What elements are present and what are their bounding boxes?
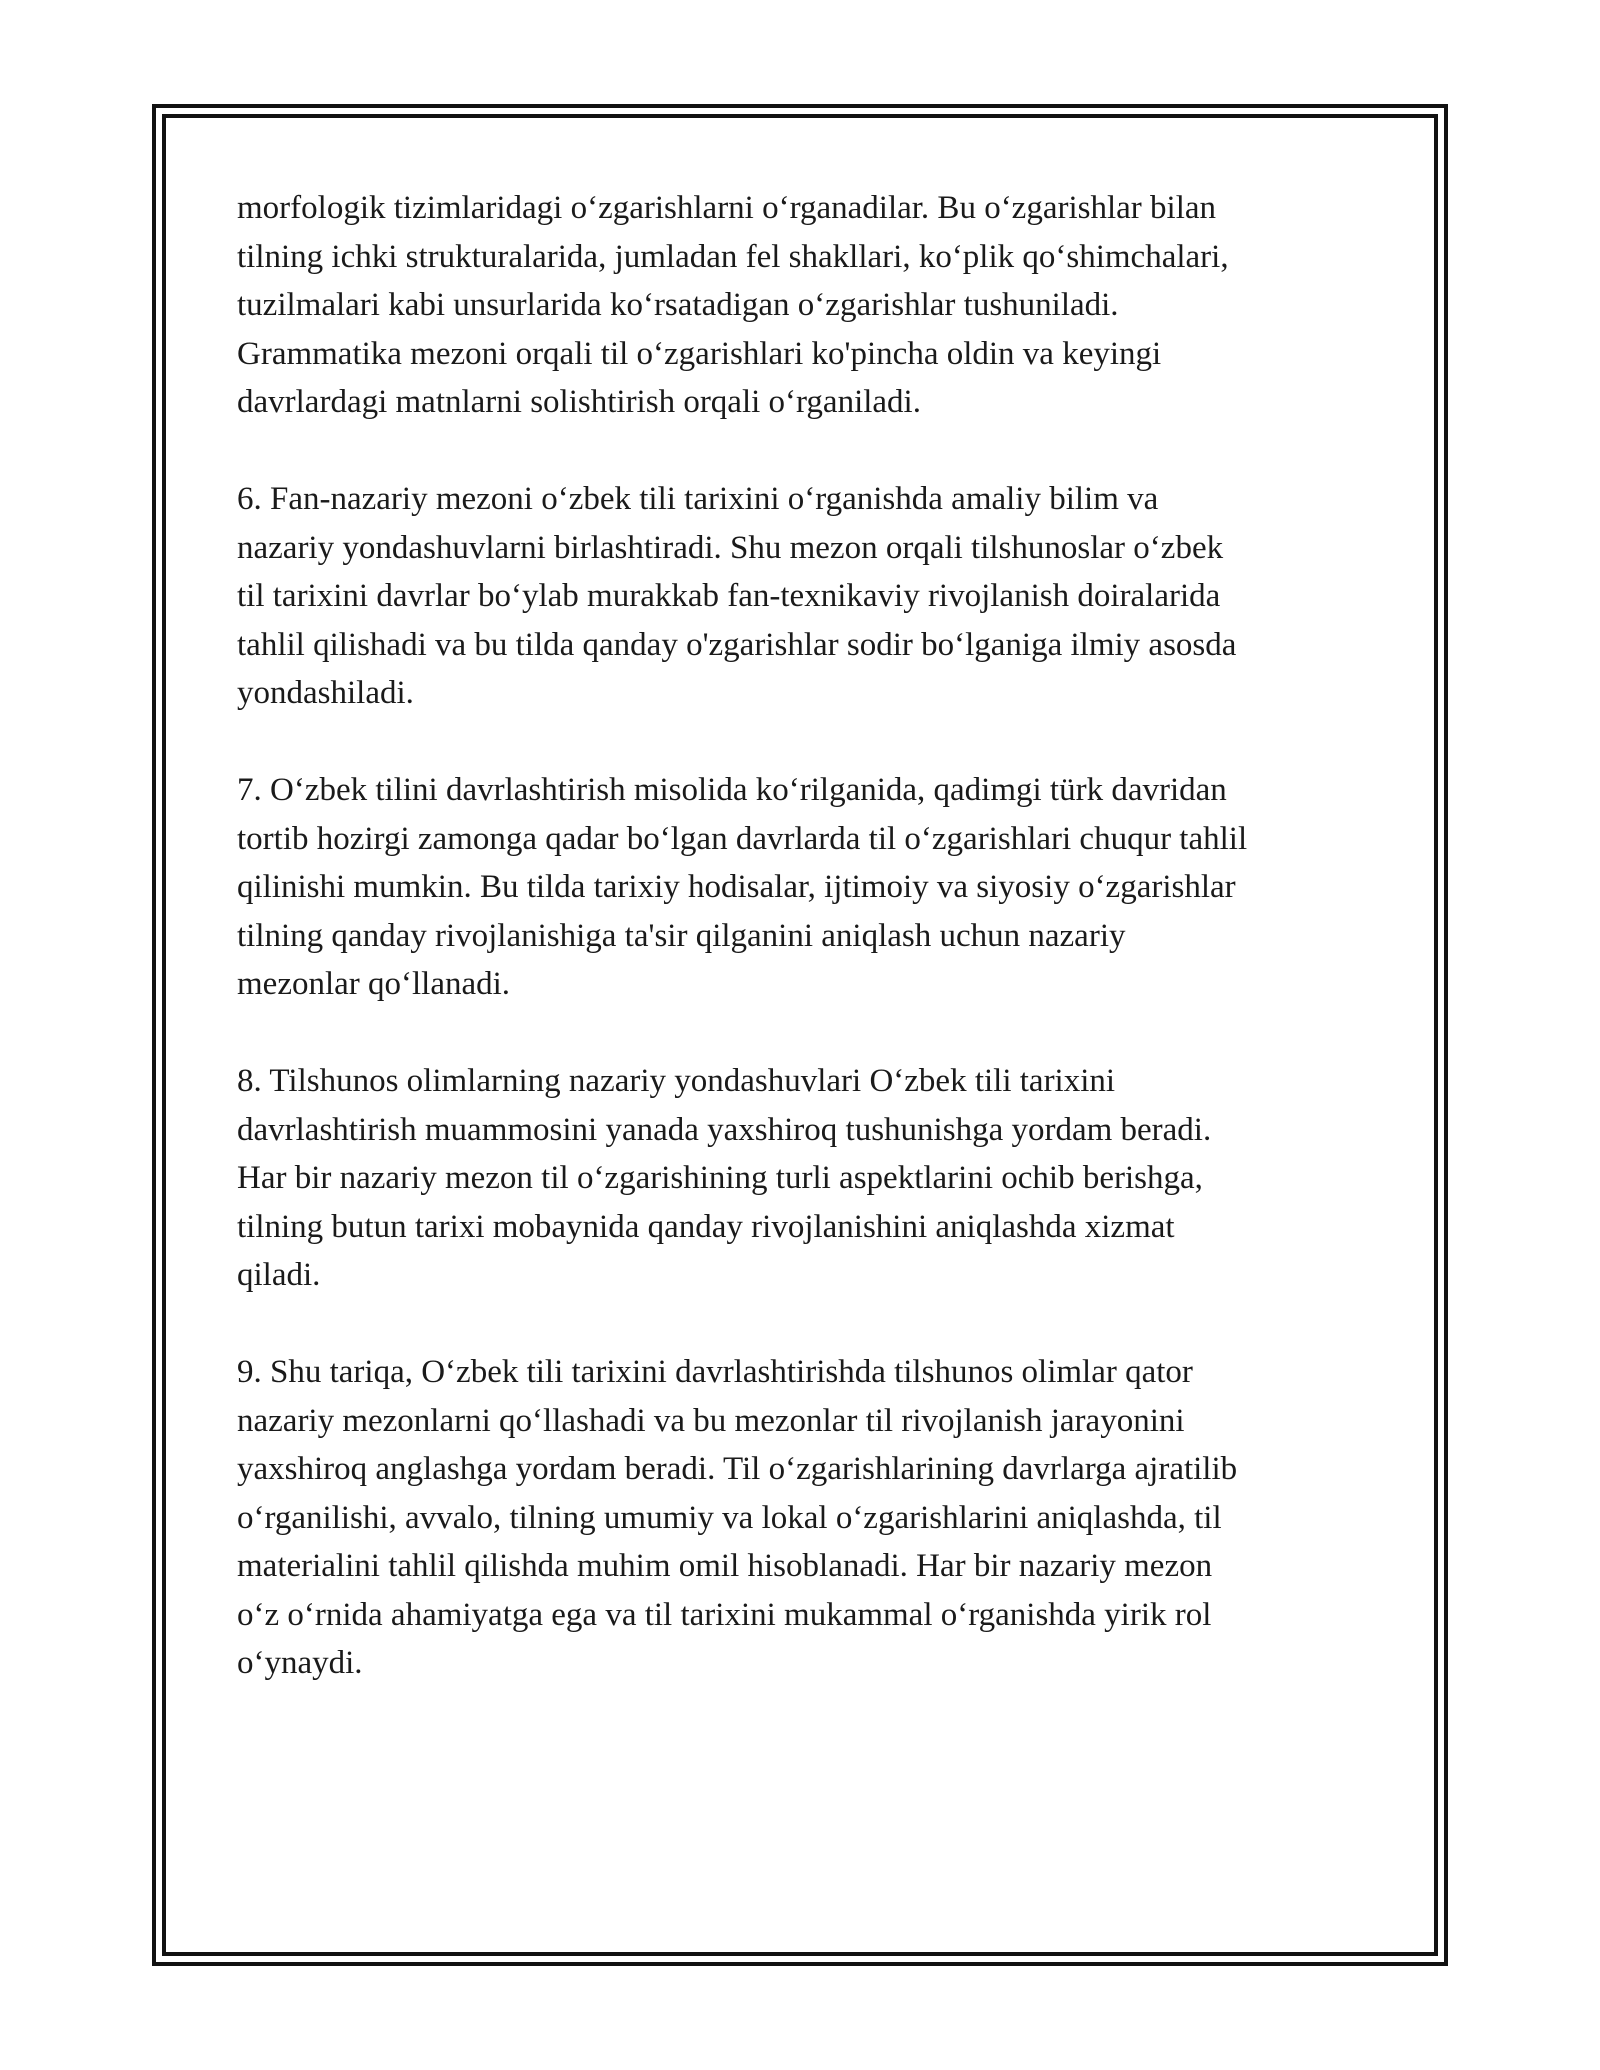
paragraph-6: 6. Fan-nazariy mezoni o‘zbek tili tarixini o‘rganishda amaliy bilim va nazariy yondashuvlarni birlashtiradi. Shu mezon orqali tilshunoslar o‘zbek til tarixini davrlar bo‘ylab murakkab fan-texnikaviy rivojlanish doiralarida tahlil qilishadi va bu tilda qanday o'zgarishlar sodir bo‘lganiga ilmiy asosda yondashiladi. — [237, 481, 1237, 711]
document-body — [237, 184, 1367, 1688]
paragraph-continuation: morfologik tizimlaridagi o‘zgarishlarni o‘rganadilar. Bu o‘zgarishlar bilan tilning ichki strukturalarida, jumladan fel shakllari, ko‘plik qo‘shimchalari, tuzilmalari kabi unsurlarida ko‘rsatadigan o‘zgarishlar tushuniladi. Grammatika mezoni orqali til o‘zgarishlari ko'pincha oldin va keyingi davrlardagi matnlarni solishtirish orqali o‘rganiladi. — [237, 190, 1229, 420]
paragraph-7: 7. O‘zbek tilini davrlashtirish misolida ko‘rilganida, qadimgi türk davridan tortib hozirgi zamonga qadar bo‘lgan davrlarda til o‘zgarishlari chuqur tahlil qilinishi mumkin. Bu tilda tarixiy hodisalar, ijtimoiy va siyosiy o‘zgarishlar tilning qanday rivojlanishiga ta'sir qilganini aniqlash uchun nazariy mezonlar qo‘llanadi. — [237, 772, 1248, 1002]
paragraph-9: 9. Shu tariqa, O‘zbek tili tarixini davrlashtirishda tilshunos olimlar qator nazariy mezonlarni qo‘llashadi va bu mezonlar til rivojlanish jarayonini yaxshiroq anglashga yordam beradi. Til o‘zgarishlarining davrlarga ajratilib o‘rganilishi, avvalo, tilning umumiy va lokal o‘zgarishlarini aniqlashda, til materialini tahlil qilishda muhim omil hisoblanadi. Har bir nazariy mezon o‘z o‘rnida ahamiyatga ega va til tarixini mukammal o‘rganishda yirik rol o‘ynaydi. — [237, 1354, 1238, 1681]
paragraph-8: 8. Tilshunos olimlarning nazariy yondashuvlari O‘zbek tili tarixini davrlashtirish muammosini yanada yaxshiroq tushunishga yordam beradi. Har bir nazariy mezon til o‘zgarishining turli aspektlarini ochib berishga, tilning butun tarixi mobaynida qanday rivojlanishini aniqlashda xizmat qiladi. — [237, 1063, 1212, 1293]
